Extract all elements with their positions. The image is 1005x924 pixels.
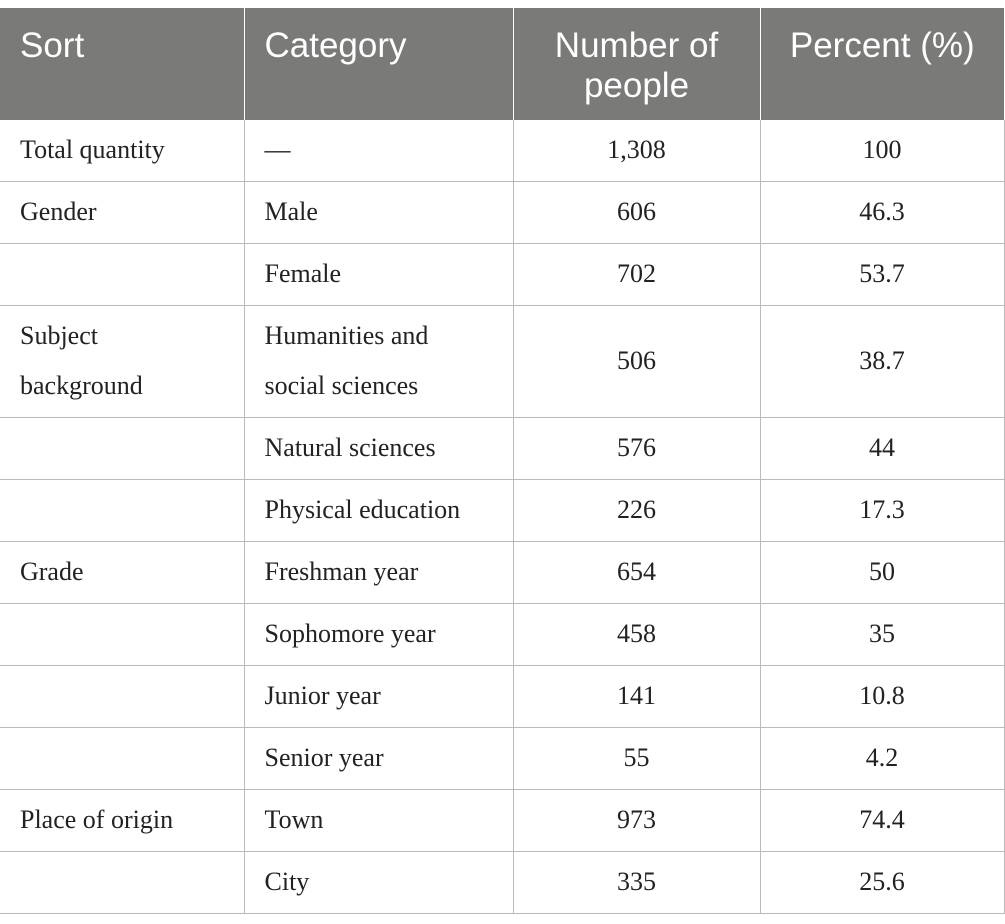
cell-count: 458 [513, 604, 760, 666]
cell-percent: 53.7 [760, 244, 1004, 306]
cell-sort [0, 728, 244, 790]
table-body [0, 120, 1004, 914]
cell-category: Female [244, 244, 513, 306]
cell-category: Male [244, 182, 513, 244]
cell-percent: 25.6 [760, 852, 1004, 914]
table-row [0, 728, 1004, 790]
cell-category: Town [244, 790, 513, 852]
cell-percent: 17.3 [760, 480, 1004, 542]
cell-category: Senior year [244, 728, 513, 790]
cell-sort: Gender [0, 182, 244, 244]
cell-sort [0, 480, 244, 542]
table-row [0, 604, 1004, 666]
header-sort: Sort [0, 8, 244, 120]
cell-percent: 44 [760, 418, 1004, 480]
table-header [0, 8, 1004, 120]
cell-sort [0, 418, 244, 480]
cell-percent: 50 [760, 542, 1004, 604]
cell-count: 973 [513, 790, 760, 852]
table-row [0, 666, 1004, 728]
header-row [0, 8, 1004, 120]
table-row [0, 182, 1004, 244]
cell-percent: 4.2 [760, 728, 1004, 790]
cell-count: 506 [513, 306, 760, 418]
cell-count: 606 [513, 182, 760, 244]
table-row [0, 542, 1004, 604]
cell-count: 55 [513, 728, 760, 790]
demographics-table [0, 8, 1005, 914]
cell-category: Natural sciences [244, 418, 513, 480]
cell-category: Humanities and social sciences [244, 306, 513, 418]
cell-sort: Subject background [0, 306, 244, 418]
table-row [0, 120, 1004, 182]
cell-count: 226 [513, 480, 760, 542]
cell-category: Junior year [244, 666, 513, 728]
cell-percent: 38.7 [760, 306, 1004, 418]
demographics-table-container [0, 8, 1004, 914]
cell-percent: 35 [760, 604, 1004, 666]
cell-category: — [244, 120, 513, 182]
cell-count: 141 [513, 666, 760, 728]
header-number-of-people: Number of people [513, 8, 760, 120]
cell-count: 576 [513, 418, 760, 480]
table-row [0, 790, 1004, 852]
cell-category: Physical education [244, 480, 513, 542]
cell-sort [0, 244, 244, 306]
header-category: Category [244, 8, 513, 120]
cell-category: Sophomore year [244, 604, 513, 666]
table-row [0, 418, 1004, 480]
cell-percent: 74.4 [760, 790, 1004, 852]
table-row [0, 480, 1004, 542]
cell-sort [0, 604, 244, 666]
cell-sort [0, 666, 244, 728]
table-row [0, 306, 1004, 418]
cell-count: 335 [513, 852, 760, 914]
cell-count: 654 [513, 542, 760, 604]
cell-sort [0, 852, 244, 914]
cell-sort: Total quantity [0, 120, 244, 182]
cell-percent: 46.3 [760, 182, 1004, 244]
cell-category: Freshman year [244, 542, 513, 604]
cell-category: City [244, 852, 513, 914]
cell-percent: 100 [760, 120, 1004, 182]
header-percent: Percent (%) [760, 8, 1004, 120]
cell-sort: Grade [0, 542, 244, 604]
cell-count: 702 [513, 244, 760, 306]
cell-sort: Place of origin [0, 790, 244, 852]
table-row [0, 244, 1004, 306]
table-row [0, 852, 1004, 914]
cell-count: 1,308 [513, 120, 760, 182]
cell-percent: 10.8 [760, 666, 1004, 728]
